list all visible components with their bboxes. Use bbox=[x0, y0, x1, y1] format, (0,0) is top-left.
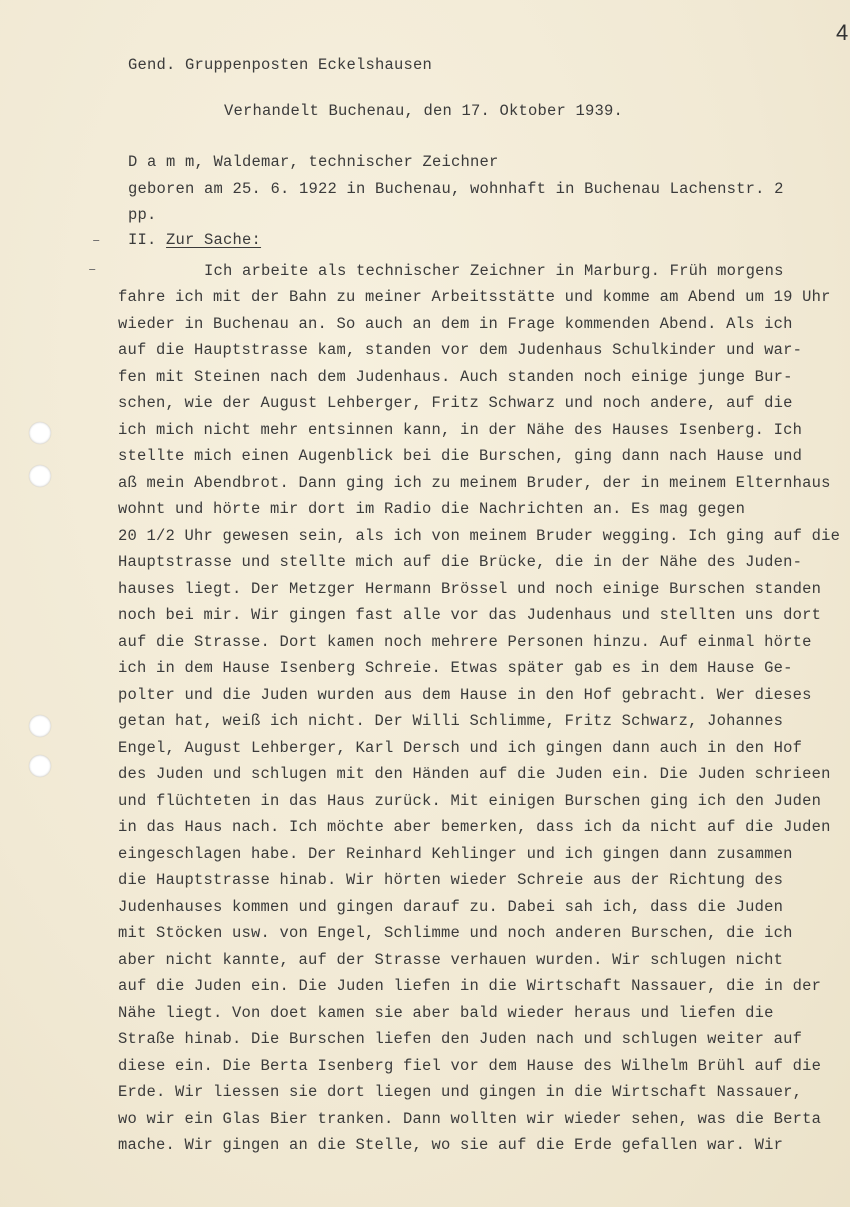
body-line: diese ein. Die Berta Isenberg fiel vor dem Hause des Wilhelm Brühl auf die bbox=[118, 1057, 822, 1075]
section-number: II. bbox=[128, 231, 157, 249]
section-title: Zur Sache: bbox=[166, 231, 262, 249]
body-line: hauses liegt. Der Metzger Hermann Brössel und noch einige Burschen standen bbox=[118, 580, 822, 598]
body-line: auf die Hauptstrasse kam, standen vor dem Judenhaus Schulkinder und war- bbox=[118, 341, 803, 359]
body-line: noch bei mir. Wir gingen fast alle vor das Judenhaus und stellten uns dort bbox=[118, 606, 822, 624]
body-line: wieder in Buchenau an. So auch an dem in Frage kommenden Abend. Als ich bbox=[118, 315, 793, 333]
body-line: die Hauptstrasse hinab. Wir hörten wieder Schreie aus der Richtung des bbox=[118, 871, 784, 889]
body-line: wo wir ein Glas Bier tranken. Dann wollten wir wieder sehen, was die Berta bbox=[118, 1110, 822, 1128]
section-heading bbox=[128, 231, 261, 249]
body-line: aß mein Abendbrot. Dann ging ich zu meinem Bruder, der in meinem Elternhaus bbox=[118, 474, 831, 492]
body-line: mache. Wir gingen an die Stelle, wo sie auf die Erde gefallen war. Wir bbox=[118, 1136, 784, 1154]
body-line: fahre ich mit der Bahn zu meiner Arbeitsstätte und komme am Abend um 19 Uhr bbox=[118, 288, 831, 306]
body-line: stellte mich einen Augenblick bei die Burschen, ging dann nach Hause und bbox=[118, 447, 803, 465]
header-verhandelt: Verhandelt Buchenau, den 17. Oktober 1939. bbox=[224, 102, 624, 120]
body-line: ich mich nicht mehr entsinnen kann, in der Nähe des Hauses Isenberg. Ich bbox=[118, 421, 803, 439]
page-number: 4 bbox=[836, 20, 849, 45]
punch-hole bbox=[29, 715, 51, 737]
person-name-line: D a m m, Waldemar, technischer Zeichner bbox=[128, 153, 499, 171]
body-line: getan hat, weiß ich nicht. Der Willi Schlimme, Fritz Schwarz, Johannes bbox=[118, 712, 784, 730]
body-line: eingeschlagen habe. Der Reinhard Kehlinger und ich gingen dann zusammen bbox=[118, 845, 793, 863]
header-post: Gend. Gruppenposten Eckelshausen bbox=[128, 56, 433, 74]
body-line: aber nicht kannte, auf der Strasse verhauen wurden. Wir schlugen nicht bbox=[118, 951, 784, 969]
person-pp-line: pp. bbox=[128, 206, 157, 224]
body-line: auf die Juden ein. Die Juden liefen in die Wirtschaft Nassauer, die in der bbox=[118, 977, 822, 995]
body-line: Straße hinab. Die Burschen liefen den Juden nach und schlugen weiter auf bbox=[118, 1030, 803, 1048]
body-line: des Juden und schlugen mit den Händen auf die Juden ein. Die Juden schrieen bbox=[118, 765, 831, 783]
person-birth-line: geboren am 25. 6. 1922 in Buchenau, wohnhaft in Buchenau Lachenstr. 2 bbox=[128, 180, 784, 198]
body-line: mit Stöcken usw. von Engel, Schlimme und noch anderen Burschen, die ich bbox=[118, 924, 793, 942]
body-line: in das Haus nach. Ich möchte aber bemerken, dass ich da nicht auf die Juden bbox=[118, 818, 831, 836]
margin-dash-mark: – bbox=[88, 262, 97, 278]
punch-hole bbox=[29, 422, 51, 444]
body-line: 20 1/2 Uhr gewesen sein, als ich von meinem Bruder wegging. Ich ging auf die bbox=[118, 527, 841, 545]
body-line: auf die Strasse. Dort kamen noch mehrere Personen hinzu. Auf einmal hörte bbox=[118, 633, 812, 651]
body-line: polter und die Juden wurden aus dem Hause in den Hof gebracht. Wer dieses bbox=[118, 686, 812, 704]
body-line: ich in dem Hause Isenberg Schreie. Etwas später gab es in dem Hause Ge- bbox=[118, 659, 793, 677]
body-line: schen, wie der August Lehberger, Fritz Schwarz und noch andere, auf die bbox=[118, 394, 793, 412]
body-line: Engel, August Lehberger, Karl Dersch und ich gingen dann auch in den Hof bbox=[118, 739, 803, 757]
margin-dash-mark: – bbox=[92, 233, 101, 249]
body-line: Erde. Wir liessen sie dort liegen und gingen in die Wirtschaft Nassauer, bbox=[118, 1083, 803, 1101]
body-line: Hauptstrasse und stellte mich auf die Brücke, die in der Nähe des Juden- bbox=[118, 553, 803, 571]
body-line: Nähe liegt. Von doet kamen sie aber bald wieder heraus und liefen die bbox=[118, 1004, 774, 1022]
body-line: Ich arbeite als technischer Zeichner in Marburg. Früh morgens bbox=[204, 262, 784, 280]
body-line: Judenhauses kommen und gingen darauf zu. Dabei sah ich, dass die Juden bbox=[118, 898, 784, 916]
punch-hole bbox=[29, 465, 51, 487]
body-line: wohnt und hörte mir dort im Radio die Nachrichten an. Es mag gegen bbox=[118, 500, 746, 518]
body-line: und flüchteten in das Haus zurück. Mit einigen Burschen ging ich den Juden bbox=[118, 792, 822, 810]
body-line: fen mit Steinen nach dem Judenhaus. Auch standen noch einige junge Bur- bbox=[118, 368, 793, 386]
punch-hole bbox=[29, 755, 51, 777]
